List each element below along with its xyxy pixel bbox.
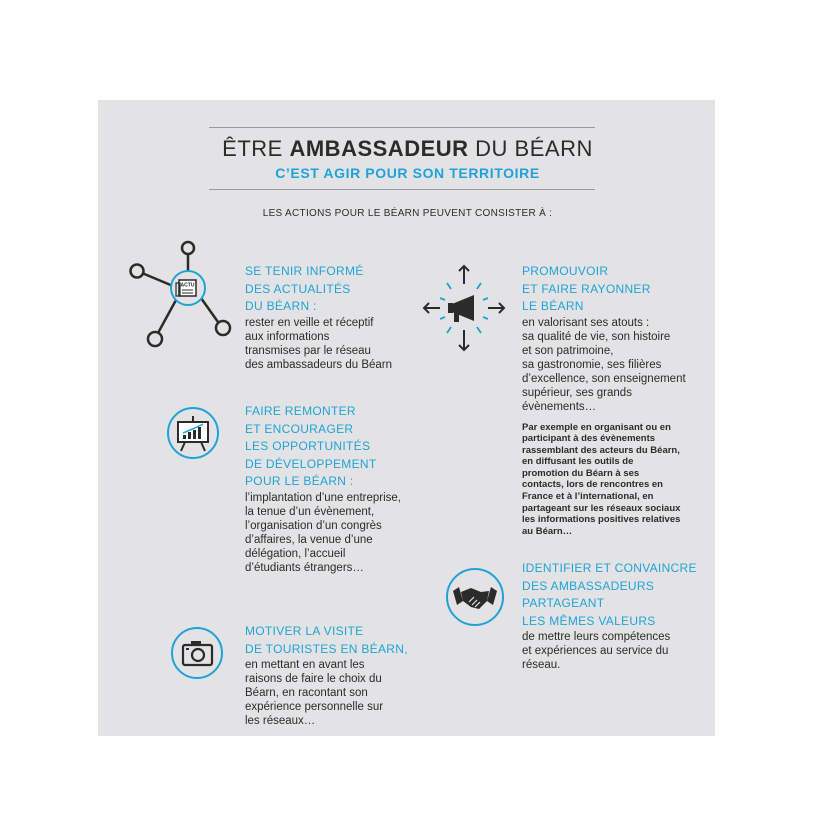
presentation-chart-icon <box>165 405 225 465</box>
action-detail: Par exemple en organisant ou en participant à des évènements rassemblant des acteurs du Béarn, en diffusant les outils de promotion du Béarn à ses contacts, lors de rencontres en France et à l’international, en partageant sur les réseaux sociaux les informations positives relatives au Béarn… <box>522 421 681 537</box>
action-identify <box>522 560 697 672</box>
megaphone-icon <box>420 262 510 362</box>
action-heading: FAIRE REMONTER ET ENCOURAGER LES OPPORTUNITÉS DE DÉVELOPPEMENT POUR LE BÉARN : <box>245 404 377 488</box>
action-body: en valorisant ses atouts : sa qualité de vie, son histoire et son patrimoine, sa gastronomie, ses filières d’excellence, son enseignement supérieur, ses grands évènements… <box>522 316 686 413</box>
handshake-icon <box>443 565 513 635</box>
action-body: rester en veille et réceptif aux informations transmises par le réseau des ambassadeurs du Béarn <box>245 316 393 371</box>
action-body: de mettre leurs compétences et expériences au service du réseau. <box>522 631 671 671</box>
action-body: en mettant en avant les raisons de faire le choix du Béarn, en racontant son expérience personnelle sur les réseaux… <box>245 659 384 727</box>
action-development <box>245 403 401 575</box>
page-title: ÊTRE AMBASSADEUR DU BÉARN <box>222 136 593 161</box>
action-heading: MOTIVER LA VISITE DE TOURISTES EN BÉARN, <box>245 624 408 656</box>
action-promote <box>522 263 686 537</box>
actu-label: ACTU <box>180 282 195 289</box>
top-rule <box>209 127 595 128</box>
action-heading: PROMOUVOIR ET FAIRE RAYONNER LE BÉARN <box>522 264 651 313</box>
action-heading: SE TENIR INFORMÉ DES ACTUALITÉS DU BÉARN : <box>245 264 364 313</box>
camera-icon <box>169 625 229 685</box>
network-news-icon <box>128 240 258 360</box>
page-subtitle: C’EST AGIR POUR SON TERRITOIRE <box>275 165 540 181</box>
action-heading: IDENTIFIER ET CONVAINCRE DES AMBASSADEURS PARTAGEANT LES MÊMES VALEURS <box>522 561 697 628</box>
action-stay-informed <box>245 263 392 372</box>
intro-text: LES ACTIONS POUR LE BÉARN PEUVENT CONSISTER À : <box>262 208 553 219</box>
bottom-rule <box>209 189 595 190</box>
action-tourism <box>245 623 408 728</box>
action-body: l’implantation d’une entreprise, la tenue d’un évènement, l’organisation d’un congrès d’affaires, la venue d’une délégation, l’accueil d’étudiants étrangers… <box>245 491 401 574</box>
